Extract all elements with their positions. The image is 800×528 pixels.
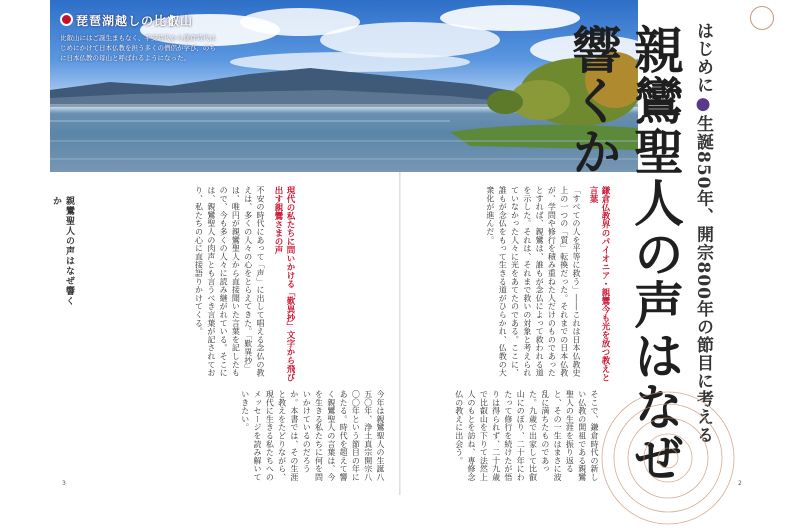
heading-red-right: 鎌倉仏教界のパイオニア・親鸞今も光を放つ教えと言葉 [588,186,610,382]
caption-bullet-icon [60,13,73,26]
heading-red-left: 現代の私たちに問いかける「歎異抄」文字から飛び出す親鸞さまの声 [273,186,295,382]
side-label: 親鸞聖人の声はなぜ響くか [51,196,74,306]
caption-title: 琵琶湖越しの比叡山 [60,12,220,29]
photo-caption [60,12,220,63]
page-title: 親鸞聖人の声はなぜ響くか [564,24,685,483]
ornament-icon [750,6,774,30]
title-subheading: はじめに●生誕850年、開宗800年の節目に考える [693,22,713,444]
title-bullet-icon: ● [693,94,713,115]
body-right-top: 「すべての人を平等に救う」――これは日本仏教史上の一つの「質」転換だった。それまでの日本仏教が、学問や修行を積み重ねた人だけのものであったとすれば、親鸞は、誰もが念仏によって救われる道を示した。それは、それまで救いの対象と考えられていなかった人々に光をあてたのである。ここに、誰もが念仏をもって生きる道がひらかれ、仏教の大衆化が進んだ。 [485,186,581,377]
page-number-left: 3 [62,480,66,487]
page-number-right: 2 [738,480,742,487]
body-right-bottom: そこで、鎌倉時代の新しい仏教の開祖である親鸞聖人の生涯を振り返ると、その一生はまさに波乱に満ちたものであった。九歳で出家して比叡山にのぼり、二十年にわたって修行を続けたが悟りは得られず、二十九歳で比叡山を下りて法然上人のもとを訪ね、専修念仏の教えに出会う。 [454,390,599,482]
rosette-ornament-icon [598,388,738,528]
caption-body: 比叡山にはご誕生まもなく、平安時代から鎌倉時代はじめにかけて日本仏教を担う多くの僧侶が学び、のちに日本仏教の母山と呼ばれるようになった。 [60,34,216,62]
body-left-top: 不安の時代にあって「声」に出して唱える念仏の教えは、多くの人々の心をとらえてきた。「歎異抄」は、唯円が親鸞聖人から直接聞いた言葉を記したもので、今も多くの人々に読み継がれている。そこには、親鸞聖人の肉声とも言うべき言葉が記されており、私たちの心に直接語りかけてくる。 [194,186,265,377]
body-left-bottom: 今年は親鸞聖人の生誕八五〇年、浄土真宗開宗八〇〇年という節目の年にあたる。時代を超えて響く親鸞聖人の言葉は、今を生きる私たちに何を問いかけているのだろうか。本書では、その生涯と教えをたどりながら、現代に生きる私たちへのメッセージを読み解いていきたい。 [240,390,385,482]
